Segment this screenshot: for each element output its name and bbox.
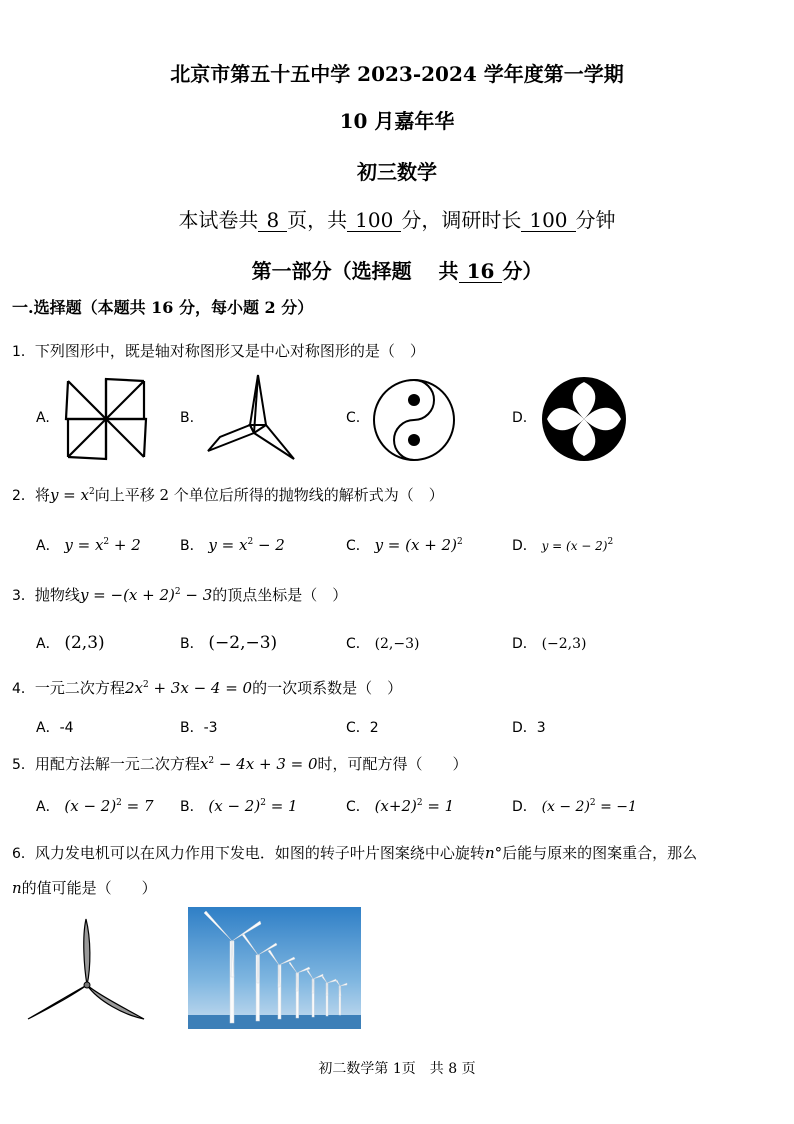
option-label: B． — [180, 636, 204, 652]
formula-tail: − 3 — [180, 586, 213, 604]
option-expr: (2,3) — [64, 633, 105, 653]
option-exponent: 2 — [103, 537, 110, 547]
question-formula: y = x — [49, 486, 89, 504]
question-number: 4． — [12, 681, 35, 697]
question-formula: x — [199, 755, 209, 773]
option-label: C． — [346, 538, 370, 554]
total-score: 100 — [347, 210, 401, 232]
question-2 — [12, 484, 444, 505]
q2-option-c — [346, 535, 463, 555]
option-label: B． — [180, 538, 204, 554]
option-expr: (2,−3) — [374, 636, 420, 652]
page-count: 8 — [258, 210, 287, 232]
option-exponent: 2 — [116, 798, 122, 808]
info-prefix: 本试卷共 — [178, 208, 259, 232]
question-number: 6． — [12, 846, 35, 862]
section-heading: 一.选择题（本题共 16 分，每小题 2 分） — [12, 298, 314, 317]
question-number: 1． — [12, 344, 35, 360]
question-text: 下列图形中，既是轴对称图形又是中心对称图形的是（ ） — [34, 342, 425, 360]
option-label: A． — [36, 799, 60, 815]
option-value: 2 — [369, 720, 379, 736]
question-text-b: 的一次项系数是（ ） — [252, 679, 403, 697]
part-prefix: 第一部分（选择题 共 — [251, 259, 459, 283]
exam-info-line — [0, 204, 794, 233]
question-3 — [12, 584, 347, 605]
info-mid2: 分，调研时长 — [401, 208, 522, 232]
question-text-a: 风力发电机可以在风力作用下发电．如图的转子叶片图案绕中心旋转 — [34, 844, 485, 862]
option-tail: = 1 — [265, 797, 298, 815]
option-expr: y = (x + 2) — [374, 536, 457, 554]
option-exponent: 2 — [607, 537, 614, 547]
option-tail: = −1 — [595, 799, 637, 815]
question-6-line-1 — [12, 842, 697, 863]
option-value: 3 — [536, 720, 546, 736]
question-text-a: 用配方法解一元二次方程 — [34, 755, 200, 773]
exam-school-title: 北京市第五十五中学 2023-2024 学年度第一学期 — [170, 62, 624, 86]
option-expr: (x − 2) — [64, 797, 117, 815]
option-exponent: 2 — [260, 798, 266, 808]
formula-exponent: 2 — [142, 680, 149, 690]
question-text-b: °后能与原来的图案重合，那么 — [494, 844, 698, 862]
info-suffix: 分钟 — [575, 208, 616, 232]
question-4 — [12, 677, 402, 698]
q2-option-b — [180, 535, 285, 555]
option-label: C． — [346, 636, 370, 652]
option-label: D． — [512, 720, 537, 736]
option-value: -4 — [59, 720, 74, 736]
question-text-b: 的顶点坐标是（ ） — [212, 586, 348, 604]
q5-option-d — [512, 796, 637, 816]
option-d-label: D. — [512, 410, 528, 426]
formula-tail: + 3x − 4 = 0 — [148, 679, 253, 697]
option-exponent: 2 — [589, 798, 596, 808]
question-text: 的值可能是（ ） — [21, 879, 157, 897]
rotor-blade-figure — [26, 917, 148, 1023]
option-exponent: 2 — [416, 798, 423, 808]
option-expr: y = x — [64, 536, 104, 554]
option-label: A． — [36, 636, 60, 652]
question-text-a: 抛物线 — [34, 586, 80, 604]
option-label: C． — [346, 720, 370, 736]
question-variable: n — [484, 844, 495, 862]
formula-tail: − 4x + 3 = 0 — [214, 755, 318, 773]
q4-option-b — [180, 717, 218, 737]
option-expr: y = (x − 2) — [541, 539, 608, 553]
wind-turbine-photo — [188, 907, 361, 1029]
question-formula: 2x — [124, 679, 143, 697]
option-label: A． — [36, 720, 60, 736]
question-text-a: 将 — [34, 486, 50, 504]
option-exponent: 2 — [456, 537, 463, 547]
option-expr: (x+2) — [374, 797, 417, 815]
option-expr: (x − 2) — [208, 797, 261, 815]
option-expr: (−2,3) — [541, 636, 587, 652]
exam-subject-title: 初三数学 — [357, 160, 437, 184]
formula-exponent: 2 — [88, 487, 95, 497]
question-variable: n — [12, 879, 22, 897]
part-score: 16 — [459, 261, 503, 283]
question-formula: y = −(x + 2) — [79, 586, 175, 604]
question-text-b: 时，可配方得（ ） — [317, 755, 468, 773]
part-suffix: 分） — [502, 259, 543, 283]
yin-yang-figure — [372, 378, 456, 462]
option-c-label: C. — [346, 410, 361, 426]
option-label: B． — [180, 799, 204, 815]
option-tail: − 2 — [253, 536, 285, 554]
option-label: D． — [512, 799, 537, 815]
exam-event-title: 10 月嘉年华 — [339, 109, 455, 133]
q5-option-c — [346, 796, 454, 816]
question-5 — [12, 753, 468, 774]
option-expr: (−2,−3) — [208, 633, 278, 653]
three-blade-figure — [206, 373, 298, 463]
option-tail: + 2 — [109, 536, 141, 554]
pinwheel-figure — [64, 377, 148, 461]
option-tail: = 7 — [121, 797, 154, 815]
option-b-label: B. — [180, 410, 195, 426]
q4-option-c — [346, 717, 379, 737]
option-expr: y = x — [208, 536, 248, 554]
option-label: A． — [36, 538, 60, 554]
part-title — [0, 255, 794, 284]
option-exponent: 2 — [247, 537, 254, 547]
duration: 100 — [521, 210, 575, 232]
question-number: 5． — [12, 757, 35, 773]
four-petal-circle-figure — [541, 376, 627, 462]
question-6-line-2 — [12, 877, 157, 898]
question-number: 3． — [12, 588, 35, 604]
question-text-a: 一元二次方程 — [34, 679, 125, 697]
option-label: D． — [512, 538, 537, 554]
q5-option-a — [36, 796, 154, 816]
question-number: 2． — [12, 488, 35, 504]
q2-option-a — [36, 535, 141, 555]
q4-option-d — [512, 717, 546, 737]
option-expr: (x − 2) — [541, 799, 590, 815]
formula-exponent: 2 — [208, 756, 215, 766]
question-text-b: 向上平移 2 个单位后所得的抛物线的解析式为（ ） — [94, 486, 444, 504]
q3-option-c — [346, 633, 419, 653]
option-label: C． — [346, 799, 370, 815]
q4-option-a — [36, 717, 74, 737]
option-value: -3 — [203, 720, 218, 736]
option-tail: = 1 — [422, 797, 455, 815]
question-1 — [12, 340, 425, 361]
q5-option-b — [180, 796, 298, 816]
option-label: B． — [180, 720, 204, 736]
q3-option-a — [36, 633, 105, 653]
formula-exponent: 2 — [174, 587, 181, 597]
page-footer: 初二数学第 1页 共 8 页 — [318, 1061, 476, 1077]
q3-option-d — [512, 633, 586, 653]
option-label: D． — [512, 636, 537, 652]
q3-option-b — [180, 633, 277, 653]
option-a-label: A. — [36, 410, 50, 426]
q2-option-d — [512, 535, 613, 555]
info-mid1: 页，共 — [287, 208, 348, 232]
